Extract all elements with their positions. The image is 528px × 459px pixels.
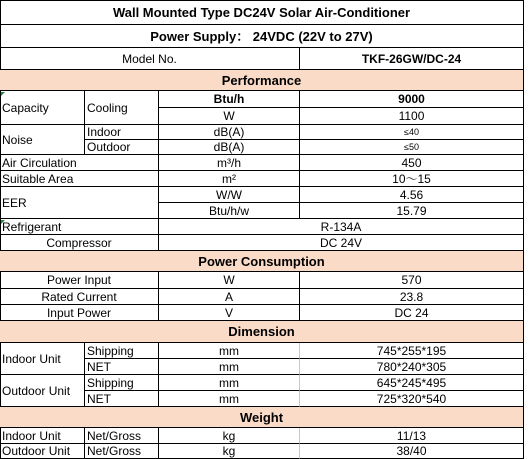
noise-indoor-value: ≤40	[300, 125, 524, 140]
air-circulation-label: Air Circulation	[0, 155, 159, 171]
dimension-outdoor-net-label: NET	[85, 391, 159, 407]
weight-indoor-netgross: Net/Gross	[85, 428, 159, 444]
suitable-area-value: 10～15	[300, 171, 524, 187]
dimension-indoor-shipping-unit: mm	[159, 343, 300, 359]
performance-heading: Performance	[0, 70, 524, 91]
dimension-indoor-net-label: NET	[85, 359, 159, 375]
model-value: TKF-26GW/DC-24	[300, 48, 524, 70]
power-input-unit: W	[159, 272, 300, 289]
noise-outdoor-unit: dB(A)	[159, 140, 300, 155]
noise-outdoor-value: ≤50	[300, 140, 524, 155]
refrigerant-value: R-134A	[159, 219, 524, 235]
dimension-indoor-shipping-label: Shipping	[85, 343, 159, 359]
eer-value-ww: 4.56	[300, 187, 524, 203]
weight-heading: Weight	[0, 407, 524, 428]
capacity-value-btuh: 9000	[300, 91, 524, 108]
cell-marker-icon	[1, 92, 5, 96]
dimension-outdoor-shipping-unit: mm	[159, 375, 300, 391]
dimension-indoor-net-value: 780*240*305	[300, 359, 524, 375]
weight-outdoor-netgross: Net/Gross	[85, 444, 159, 459]
rated-current-unit: A	[159, 289, 300, 305]
weight-outdoor-unit: kg	[159, 444, 300, 459]
weight-indoor-value: 11/13	[300, 428, 524, 444]
dimension-outdoor-label: Outdoor Unit	[0, 375, 85, 407]
input-power-label: Input Power	[0, 305, 159, 321]
dimension-indoor-net-unit: mm	[159, 359, 300, 375]
compressor-value: DC 24V	[159, 235, 524, 251]
air-circulation-unit: m³/h	[159, 155, 300, 171]
eer-label: EER	[0, 187, 159, 219]
model-label: Model No.	[0, 48, 300, 70]
suitable-area-unit: m²	[159, 171, 300, 187]
power-supply: Power Supply： 24VDC (22V to 27V)	[0, 25, 524, 48]
dimension-heading: Dimension	[0, 321, 524, 343]
dimension-outdoor-shipping-value: 645*245*495	[300, 375, 524, 391]
rated-current-value: 23.8	[300, 289, 524, 305]
eer-value-btuhw: 15.79	[300, 203, 524, 219]
cooling-label: Cooling	[85, 91, 159, 125]
suitable-area-label: Suitable Area	[0, 171, 159, 187]
dimension-outdoor-shipping-label: Shipping	[85, 375, 159, 391]
noise-indoor-label: Indoor	[85, 125, 159, 140]
noise-indoor-unit: dB(A)	[159, 125, 300, 140]
input-power-unit: V	[159, 305, 300, 321]
capacity-unit-w: W	[159, 108, 300, 125]
power-input-value: 570	[300, 272, 524, 289]
table-title: Wall Mounted Type DC24V Solar Air-Conditioner	[0, 0, 524, 25]
input-power-value: DC 24	[300, 305, 524, 321]
dimension-indoor-label: Indoor Unit	[0, 343, 85, 375]
noise-outdoor-label: Outdoor	[85, 140, 159, 155]
air-circulation-value: 450	[300, 155, 524, 171]
dimension-indoor-shipping-value: 745*255*195	[300, 343, 524, 359]
eer-unit-ww: W/W	[159, 187, 300, 203]
dimension-outdoor-net-value: 725*320*540	[300, 391, 524, 407]
weight-outdoor-label: Outdoor Unit	[0, 444, 85, 459]
eer-unit-btuhw: Btu/h/w	[159, 203, 300, 219]
capacity-value-w: 1100	[300, 108, 524, 125]
weight-indoor-unit: kg	[159, 428, 300, 444]
weight-indoor-label: Indoor Unit	[0, 428, 85, 444]
power-input-label: Power Input	[0, 272, 159, 289]
weight-outdoor-value: 38/40	[300, 444, 524, 459]
dimension-outdoor-net-unit: mm	[159, 391, 300, 407]
cell-marker-icon	[1, 220, 5, 224]
compressor-label: Compressor	[0, 235, 159, 251]
noise-label: Noise	[0, 125, 85, 155]
power-consumption-heading: Power Consumption	[0, 251, 524, 272]
rated-current-label: Rated Current	[0, 289, 159, 305]
capacity-label: Capacity	[0, 91, 85, 125]
refrigerant-label: Refrigerant	[0, 219, 159, 235]
capacity-unit-btuh: Btu/h	[159, 91, 300, 108]
